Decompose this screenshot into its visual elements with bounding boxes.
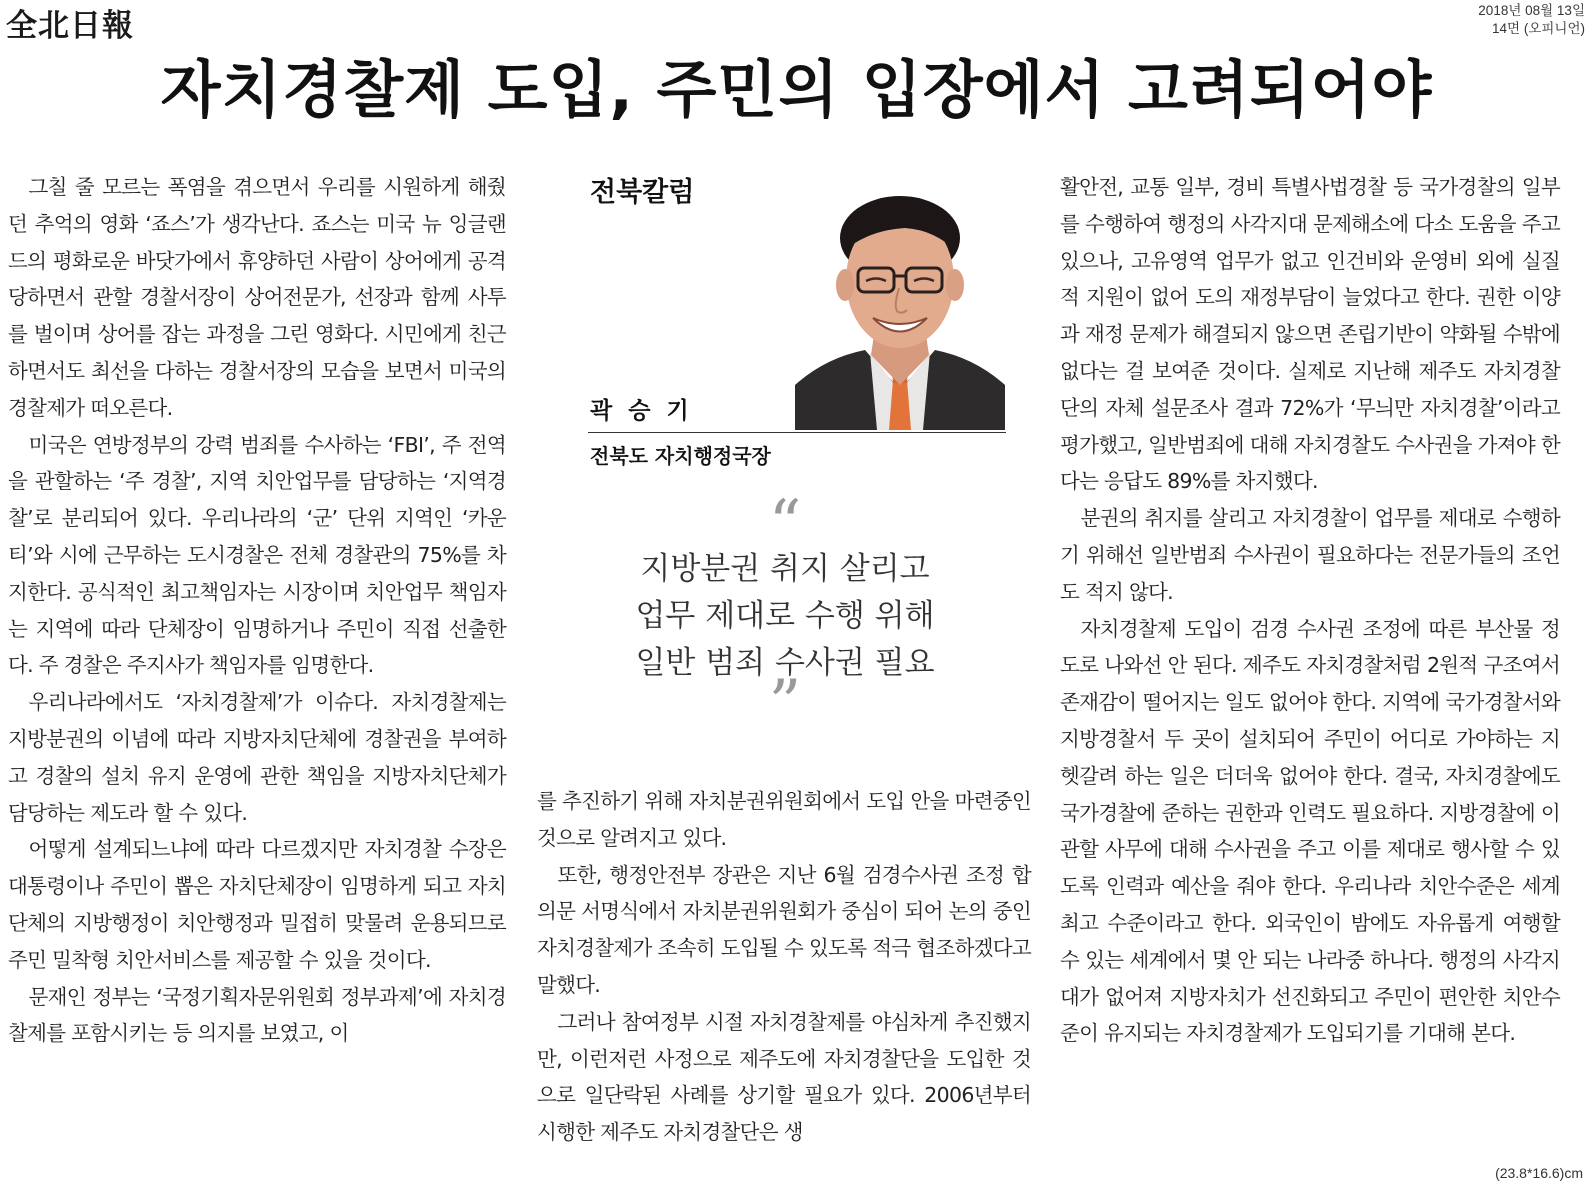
author-title: 전북도 자치행정국장 [590, 444, 771, 468]
pull-quote-line: 일반 범죄 수사권 필요 [635, 645, 935, 681]
open-quote-mark: “ [768, 487, 802, 561]
paragraph: 그칠 줄 모르는 폭염을 겪으면서 우리를 시원하게 해줬던 추억의 영화 ‘죠스’가 생각난다. 죠스는 미국 뉴 잉글랜드의 평화로운 바닷가에서 휴양하던 사람이 상어에게 공격 당하면서 관할 경찰서장이 상어전문가, 선장과 함께 사투를 벌이며 상어를 잡는 과정을 그린 영화다. 시민에게 친근하면서도 최선을 다하는 경찰서장의 모습을 보면서 미국의 경찰제가 떠오른다. [8, 175, 506, 420]
newspaper-masthead: 全北日報 [6, 8, 134, 44]
body-column-1 [8, 169, 506, 1052]
pull-quote-line: 지방분권 취지 살리고 [640, 551, 930, 587]
paragraph: 자치경찰제 도입이 검경 수사권 조정에 따른 부산물 정도로 나와선 안 된다. 제주도 자치경찰처럼 2원적 구조여서 존재감이 떨어지는 일도 없어야 한다. 지역에 국가경찰서와 지방경찰서 두 곳이 설치되어 주민이 어디로 가야하는 지 헷갈려 하는 일은 더더욱 없어야 한다. 결국, 자치경찰에도 국가경찰에 준하는 권한과 인력도 필요하다. 지방경찰에 이관할 사무에 대해 수사권을 주고 이를 제대로 행사할 수 있도록 인력과 예산을 줘야 한다. 우리나라 치안수준은 세계 최고 수준이라고 한다. 외국인이 밤에도 자유롭게 여행할 수 있는 세계에서 몇 안 되는 나라중 하나다. 행정의 사각지대가 없어져 지방자치가 선진화되고 주민이 편안한 치안수준이 유지되는 자치경찰제가 도입되기를 기대해 본다. [1060, 616, 1560, 1046]
column-label [590, 170, 694, 209]
pull-quote [585, 546, 985, 687]
author-portrait [795, 180, 1005, 430]
author-photo [795, 180, 1005, 430]
paragraph: 를 추진하기 위해 자치분권위원회에서 도입 안을 마련중인 것으로 알려지고 있다. [537, 789, 1031, 850]
article-headline: 자치경찰제 도입, 주민의 입장에서 고려되어야 [160, 53, 1433, 126]
paragraph: 활안전, 교통 일부, 경비 특별사법경찰 등 국가경찰의 일부를 수행하여 행정의 사각지대 문제해소에 다소 도움을 주고 있으나, 고유영역 업무가 없고 인건비와 운영비 외에 실질적 지원이 없어 도의 재정부담이 늘었다고 한다. 권한 이양과 재정 문제가 해결되지 않으면 존립기반이 약화될 수밖에 없다는 걸 보여준 것이다. 실제로 지난해 제주도 자치경찰단의 자체 설문조사 결과 72%가 ‘무늬만 자치경찰’이라고 평가했고, 일반범죄에 대해 자치경찰도 수사권을 가져야 한다는 응답도 89%를 차지했다. [1060, 175, 1560, 494]
paragraph: 문재인 정부는 ‘국정기획자문위원회 정부과제’에 자치경찰제를 포함시키는 등 의지를 보였고, 이 [8, 984, 506, 1046]
issue-meta [1478, 2, 1585, 38]
paragraph: 어떻게 설계되느냐에 따라 다르겠지만 자치경찰 수장은 대통령이나 주민이 뽑은 자치단체장이 임명하게 되고 자치단체의 지방행정이 치안행정과 밀접히 맞물려 운용되므로 주민 밀착형 치안서비스를 제공할 수 있을 것이다. [8, 837, 506, 972]
paragraph: 우리나라에서도 ‘자치경찰제’가 이슈다. 자치경찰제는 지방분권의 이념에 따라 지방자치단체에 경찰권을 부여하고 경찰의 설치 유지 운영에 관한 책임을 지방자치단체가 담당하는 제도라 할 수 있다. [8, 690, 506, 825]
byline-divider [588, 432, 1006, 433]
paragraph: 분권의 취지를 살리고 자치경찰이 업무를 제대로 수행하기 위해선 일반범죄 수사권이 필요하다는 전문가들의 조언도 적지 않다. [1060, 506, 1560, 604]
body-column-2 [537, 783, 1031, 1151]
pull-quote-line: 업무 제대로 수행 위해 [635, 598, 935, 634]
issue-date: 2018년 08월 13일 [1478, 3, 1585, 18]
paragraph: 미국은 연방정부의 강력 범죄를 수사하는 ‘FBI’, 주 전역을 관할하는 ‘주 경찰’, 지역 치안업무를 담당하는 ‘지역경찰’로 분리되어 있다. 우리나라의 ‘군’ 단위 지역인 ‘카운티’와 시에 근무하는 도시경찰은 전체 경찰관의 75%를 차지한다. 공식적인 최고책임자는 시장이며 치안업무 책임자는 지역에 따라 단체장이 임명하거나 주민이 직접 선출한다. 주 경찰은 주지사가 책임자를 임명한다. [8, 432, 506, 678]
close-quote-mark: ” [768, 667, 802, 741]
clipping-size-note: (23.8*16.6)cm [1495, 1165, 1583, 1181]
page-section: 14면 (오피니언) [1492, 21, 1585, 36]
paragraph: 또한, 행정안전부 장관은 지난 6월 검경수사권 조정 합의문 서명식에서 자치분권위원회가 중심이 되어 논의 중인 자치경찰제가 조속히 도입될 수 있도록 적극 협조하겠다고 말했다. [537, 862, 1031, 997]
column-label-kind: 칼럼 [642, 177, 695, 208]
author-name: 곽 승 기 [590, 398, 693, 424]
column-label-region: 전북 [590, 177, 643, 208]
paragraph: 그러나 참여정부 시절 자치경찰제를 야심차게 추진했지만, 이런저런 사정으로 제주도에 자치경찰단을 도입한 것으로 일단락된 사례를 상기할 필요가 있다. 2006년부터 시행한 제주도 자치경찰단은 생 [537, 1009, 1031, 1145]
body-column-3 [1060, 169, 1560, 1052]
